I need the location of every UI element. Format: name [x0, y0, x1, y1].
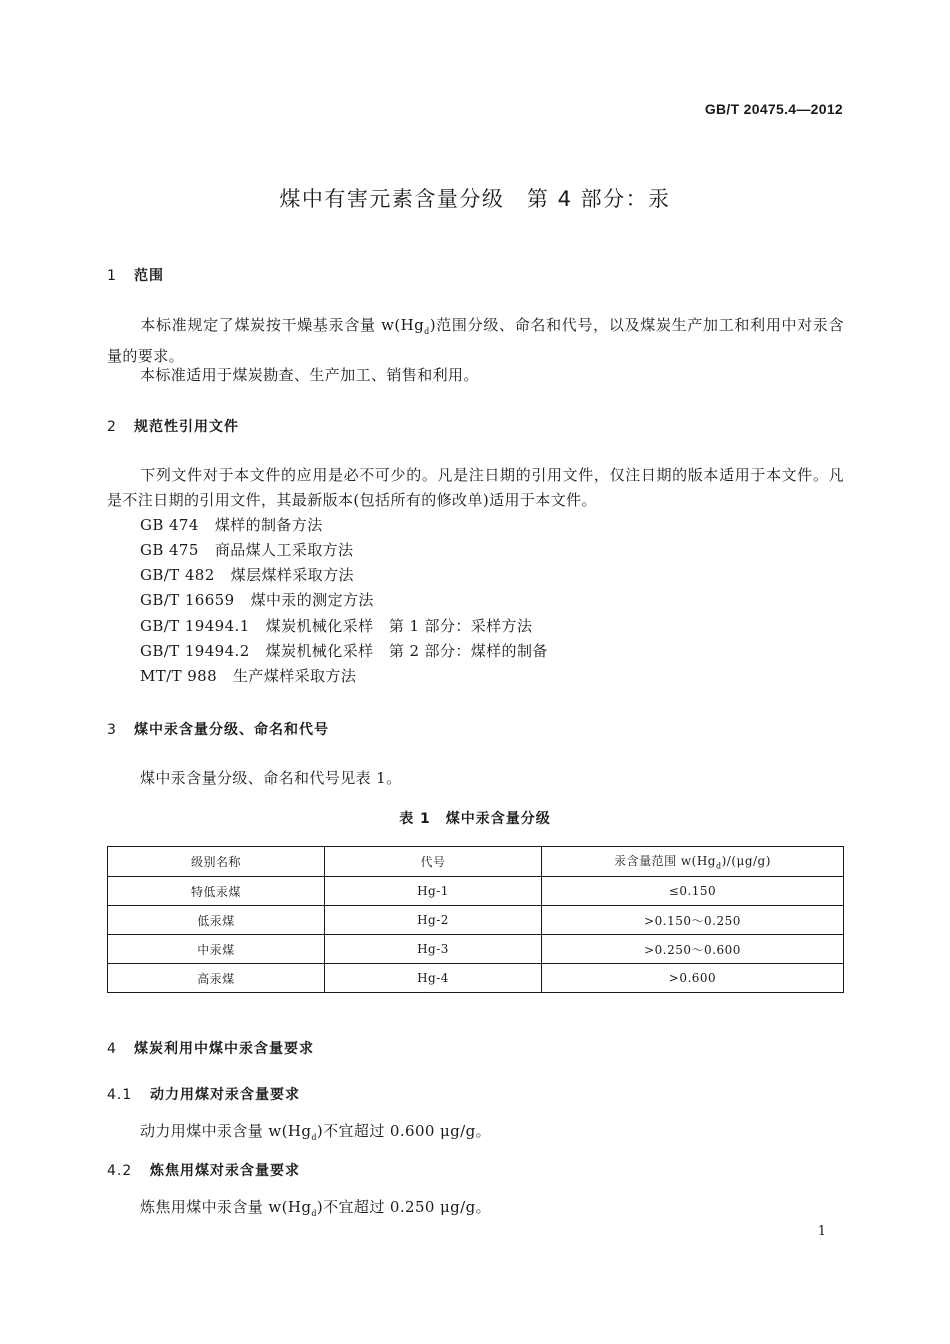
reference-title: 煤炭机械化采样 第 1 部分：采样方法 — [265, 617, 533, 635]
document-title: 煤中有害元素含量分级 第 4 部分：汞 — [279, 187, 671, 211]
section-4-2-heading — [107, 1160, 300, 1180]
power-coal-text-b: )不宜超过 0.600 μg/g。 — [316, 1122, 492, 1140]
power-coal-requirement — [107, 1119, 844, 1150]
standard-code-header: GB/T 20475.4—2012 — [704, 101, 843, 117]
reference-code: GB/T 19494.1 — [140, 617, 250, 635]
column-header-code: 代号 — [325, 847, 542, 877]
page-number: 1 — [817, 1224, 826, 1239]
grade-name-cell: 中汞煤 — [108, 935, 325, 964]
grade-code-cell: Hg-3 — [325, 935, 542, 964]
coking-coal-requirement — [107, 1195, 844, 1226]
reference-code: MT/T 988 — [140, 667, 218, 685]
range-header-b: )/(μg/g) — [721, 854, 771, 869]
reference-item — [140, 615, 532, 636]
reference-code: GB/T 482 — [140, 566, 215, 584]
reference-title: 煤炭机械化采样 第 2 部分：煤样的制备 — [265, 642, 548, 660]
table-caption: 表 1 煤中汞含量分级 — [399, 811, 551, 827]
reference-item — [140, 665, 356, 686]
grade-code-cell: Hg-1 — [325, 877, 542, 906]
reference-code: GB 474 — [140, 516, 199, 534]
reference-title: 煤中汞的测定方法 — [250, 591, 374, 609]
power-coal-subscript: d — [311, 1133, 317, 1142]
grade-code-cell: Hg-2 — [325, 906, 542, 935]
section-title: 炼焦用煤对汞含量要求 — [150, 1163, 300, 1179]
section-number: 3 — [107, 722, 117, 738]
coking-coal-text-b: )不宜超过 0.250 μg/g。 — [316, 1198, 492, 1216]
references-intro-text: 下列文件对于本文件的应用是必不可少的。凡是注日期的引用文件，仅注日期的版本适用于本文件。凡是不注日期的引用文件，其最新版本(包括所有的修改单)适用于本文件。 — [107, 466, 844, 509]
table-row — [108, 935, 844, 964]
reference-title: 煤层煤样采取方法 — [230, 566, 354, 584]
section-number: 4.1 — [107, 1087, 133, 1103]
section-number: 2 — [107, 419, 117, 435]
section-title: 煤炭利用中煤中汞含量要求 — [134, 1041, 314, 1057]
section-title: 煤中汞含量分级、命名和代号 — [134, 722, 329, 738]
reference-item — [140, 640, 548, 661]
table-row — [108, 964, 844, 993]
reference-title: 煤样的制备方法 — [214, 516, 323, 534]
section-title: 范围 — [134, 268, 164, 284]
table-row — [108, 877, 844, 906]
scope-subscript: d — [424, 327, 430, 336]
grade-range-cell: >0.600 — [542, 964, 844, 993]
section-1-heading — [107, 265, 164, 285]
reference-title: 生产煤样采取方法 — [233, 667, 357, 685]
range-header-a: 汞含量范围 w(Hg — [614, 854, 716, 869]
table-header-row — [108, 847, 844, 877]
section-number: 1 — [107, 268, 117, 284]
classification-intro-text: 煤中汞含量分级、命名和代号见表 1。 — [140, 769, 402, 787]
column-header-name: 级别名称 — [108, 847, 325, 877]
grade-name-cell: 特低汞煤 — [108, 877, 325, 906]
section-number: 4.2 — [107, 1163, 133, 1179]
applicability-text: 本标准适用于煤炭勘查、生产加工、销售和利用。 — [140, 366, 479, 384]
section-title: 规范性引用文件 — [134, 419, 239, 435]
grade-code-cell: Hg-4 — [325, 964, 542, 993]
reference-code: GB/T 19494.2 — [140, 642, 250, 660]
section-3-heading — [107, 719, 329, 739]
reference-item — [140, 589, 374, 610]
section-2-heading — [107, 416, 239, 436]
coking-coal-text-a: 炼焦用煤中汞含量 w(Hg — [140, 1198, 312, 1216]
reference-code: GB 475 — [140, 541, 199, 559]
range-header-subscript: d — [716, 861, 722, 871]
reference-item — [140, 539, 353, 560]
grade-name-cell: 低汞煤 — [108, 906, 325, 935]
grade-range-cell: >0.250～0.600 — [542, 935, 844, 964]
reference-title: 商品煤人工采取方法 — [214, 541, 354, 559]
classification-intro-paragraph — [107, 766, 844, 791]
references-intro-paragraph — [107, 463, 844, 513]
reference-item — [140, 514, 323, 535]
coking-coal-subscript: d — [311, 1209, 317, 1218]
grade-name-cell: 高汞煤 — [108, 964, 325, 993]
section-4-heading — [107, 1038, 314, 1058]
section-number: 4 — [107, 1041, 117, 1057]
grade-range-cell: >0.150～0.250 — [542, 906, 844, 935]
applicability-paragraph — [107, 363, 844, 388]
scope-text-b: )范围分级、命名和代号，以及煤炭生产加工和利用中对汞含量的要求。 — [107, 316, 844, 365]
table-row — [108, 906, 844, 935]
reference-code: GB/T 16659 — [140, 591, 235, 609]
column-header-range — [542, 847, 844, 877]
scope-paragraph — [107, 313, 844, 369]
mercury-classification-table — [107, 846, 844, 993]
section-4-1-heading — [107, 1084, 300, 1104]
reference-item — [140, 564, 354, 585]
section-title: 动力用煤对汞含量要求 — [150, 1087, 300, 1103]
power-coal-text-a: 动力用煤中汞含量 w(Hg — [140, 1122, 312, 1140]
scope-text-a: 本标准规定了煤炭按干燥基汞含量 w(Hg — [140, 316, 425, 334]
grade-range-cell: ≤0.150 — [542, 877, 844, 906]
